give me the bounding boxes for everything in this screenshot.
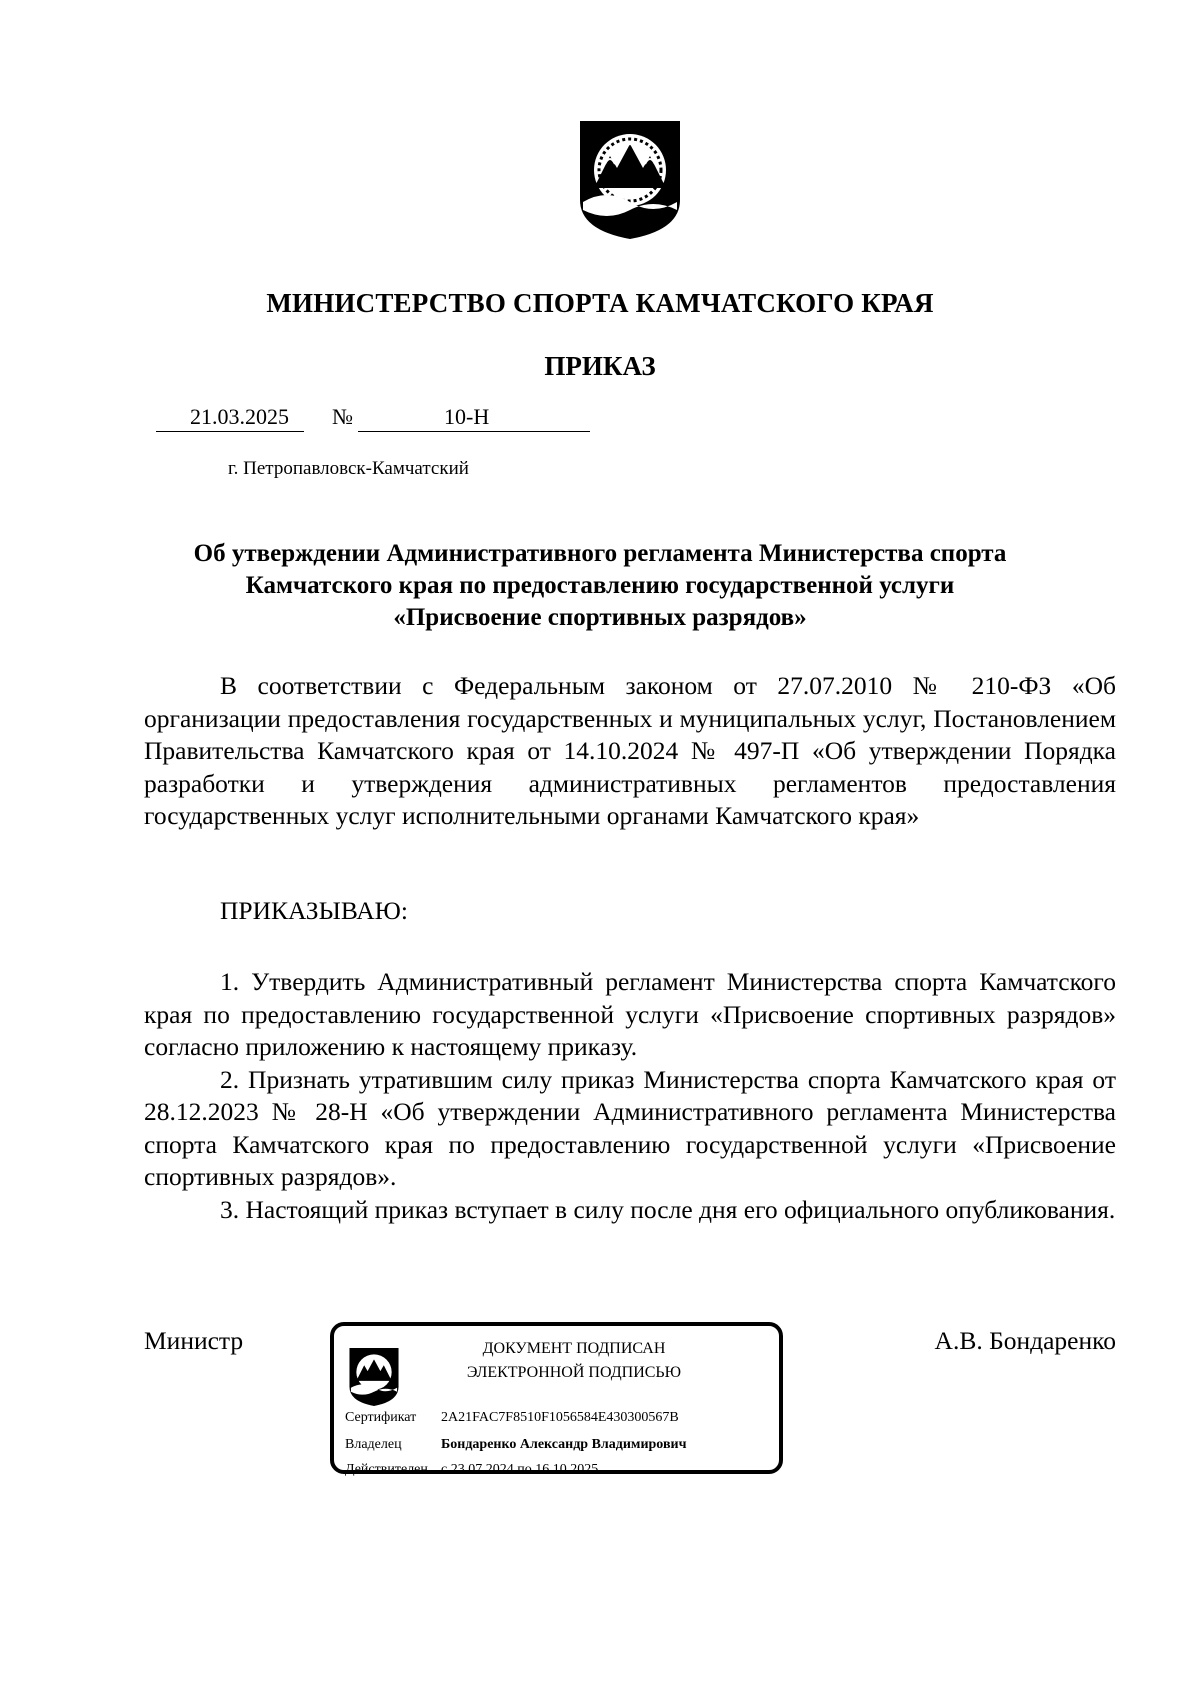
certificate-value: 2A21FAC7F8510F1056584E430300567B	[441, 1410, 679, 1425]
order-items	[144, 966, 1116, 1226]
preamble	[144, 670, 1116, 833]
order-number: 10-Н	[444, 404, 490, 429]
document-title	[120, 538, 1080, 634]
order-title: ПРИКАЗ	[544, 351, 656, 381]
stamp-heading: ЭЛЕКТРОННОЙ ПОДПИСЬЮ	[466, 1364, 682, 1381]
valid-label: Действителен	[345, 1462, 428, 1477]
title-line: Камчатского края по предоставлению государственной услуги	[245, 572, 955, 599]
stamp-certificate-row	[345, 1410, 679, 1426]
order-date: 21.03.2025	[190, 404, 289, 429]
stamp-valid-row	[345, 1462, 598, 1478]
order-item: 3. Настоящий приказ вступает в силу после дня его официального опубликования.	[220, 1194, 1116, 1224]
stamp-owner-row	[345, 1437, 686, 1453]
stamp-emblem-icon	[348, 1346, 400, 1408]
date-number-row	[0, 404, 1200, 438]
signer-position: Министр	[144, 1326, 244, 1355]
order-item: 2. Признать утратившим силу приказ Министерства спорта Камчатского края от 28.12.2023 № 28-Н «Об утверждении Административного регламента Министерства спорта Камчатского края по предоставлению государственной услуги «Присвоение спортивных разрядов».	[144, 1064, 1116, 1191]
number-label: №	[332, 404, 353, 429]
owner-value: Бондаренко Александр Владимирович	[441, 1437, 687, 1452]
stamp-heading: ДОКУМЕНТ ПОДПИСАН	[482, 1340, 666, 1357]
order-item: 1. Утвердить Административный регламент Министерства спорта Камчатского края по предоставлению государственной услуги «Присвоение спортивных разрядов» согласно приложению к настоящему приказу.	[144, 967, 1116, 1061]
number-underline	[358, 431, 590, 432]
title-line: «Присвоение спортивных разрядов»	[393, 604, 807, 631]
signer-name: А.В. Бондаренко	[934, 1326, 1116, 1355]
decree-word: ПРИКАЗЫВАЮ:	[220, 896, 408, 925]
electronic-signature-stamp	[330, 1322, 783, 1477]
title-line: Об утверждении Административного регламента Министерства спорта	[193, 540, 1007, 567]
preamble-paragraph: В соответствии с Федеральным законом от 27.07.2010 № 210-ФЗ «Об организации предоставления государственных и муниципальных услуг, Постановлением Правительства Камчатского края от 14.10.2024 № 497-П «Об утверждении Порядка разработки и утверждения административных регламентов предоставления государственных услуг исполнительными органами Камчатского края»	[144, 671, 1116, 830]
date-underline	[156, 431, 304, 432]
ministry-name: МИНИСТЕРСТВО СПОРТА КАМЧАТСКОГО КРАЯ	[266, 288, 934, 318]
owner-label: Владелец	[345, 1437, 402, 1452]
valid-value: с 23.07.2024 по 16.10.2025	[441, 1462, 599, 1477]
city: г. Петропавловск-Камчатский	[228, 458, 469, 479]
certificate-label: Сертификат	[345, 1410, 417, 1425]
coat-of-arms-icon	[577, 118, 683, 242]
